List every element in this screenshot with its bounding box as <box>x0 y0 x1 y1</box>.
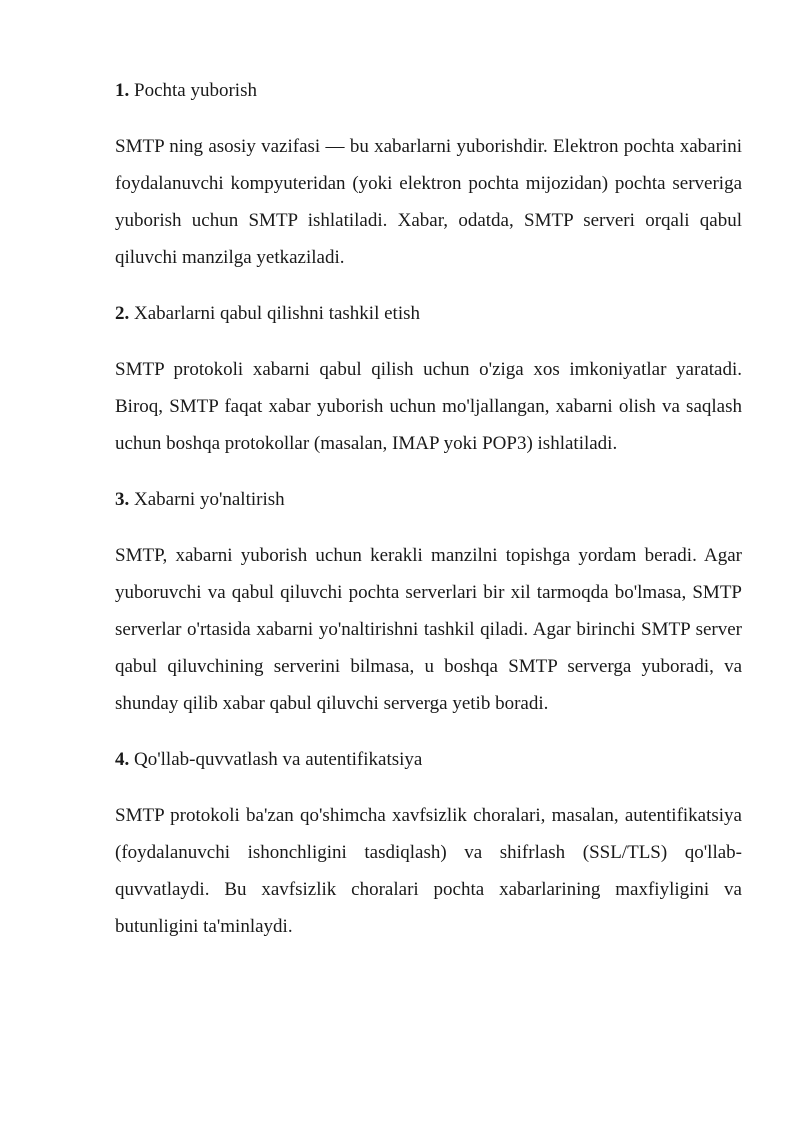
section-paragraph-3: SMTP, xabarni yuborish uchun kerakli manzilni topishga yordam beradi. Agar yuboruvchi va qabul qiluvchi pochta serverlari bir xil tarmoqda bo'lmasa, SMTP serverlar o'rtasida xabarni yo'naltirishni tashkil qiladi. Agar birinchi SMTP server qabul qiluvchining serverini bilmasa, u boshqa SMTP serverga yuboradi, va shunday qilib xabar qabul qiluvchi serverga yetib boradi. <box>115 545 742 714</box>
section-title: Xabarni yo'naltirish <box>134 489 285 510</box>
section-heading-1 <box>115 72 742 109</box>
section-paragraph-2: SMTP protokoli xabarni qabul qilish uchun o'ziga xos imkoniyatlar yaratadi. Biroq, SMTP faqat xabar yuborish uchun mo'ljallangan, xabarni olish va saqlash uchun boshqa protokollar (masalan, IMAP yoki POP3) ishlatiladi. <box>115 359 742 454</box>
document-body <box>115 72 742 964</box>
section-paragraph-1: SMTP ning asosiy vazifasi — bu xabarlarni yuborishdir. Elektron pochta xabarini foydalanuvchi kompyuteridan (yoki elektron pochta mijozidan) pochta serveriga yuborish uchun SMTP ishlatiladi. Xabar, odatda, SMTP serveri orqali qabul qiluvchi manzilga yetkaziladi. <box>115 136 742 268</box>
section-number: 3. <box>115 489 130 510</box>
section-heading-2 <box>115 295 742 332</box>
section-title: Xabarlarni qabul qilishni tashkil etish <box>134 303 421 324</box>
section-title: Pochta yuborish <box>134 80 257 101</box>
section-number: 1. <box>115 80 130 101</box>
section-number: 2. <box>115 303 130 324</box>
section-title: Qo'llab-quvvatlash va autentifikatsiya <box>134 749 423 770</box>
section-heading-3 <box>115 481 742 518</box>
section-number: 4. <box>115 749 130 770</box>
section-heading-4 <box>115 741 742 778</box>
section-paragraph-4: SMTP protokoli ba'zan qo'shimcha xavfsizlik choralari, masalan, autentifikatsiya (foydalanuvchi ishonchligini tasdiqlash) va shifrlash (SSL/TLS) qo'llab-quvvatlaydi. Bu xavfsizlik choralari pochta xabarlarining maxfiyligini va butunligini ta'minlaydi. <box>115 805 742 937</box>
